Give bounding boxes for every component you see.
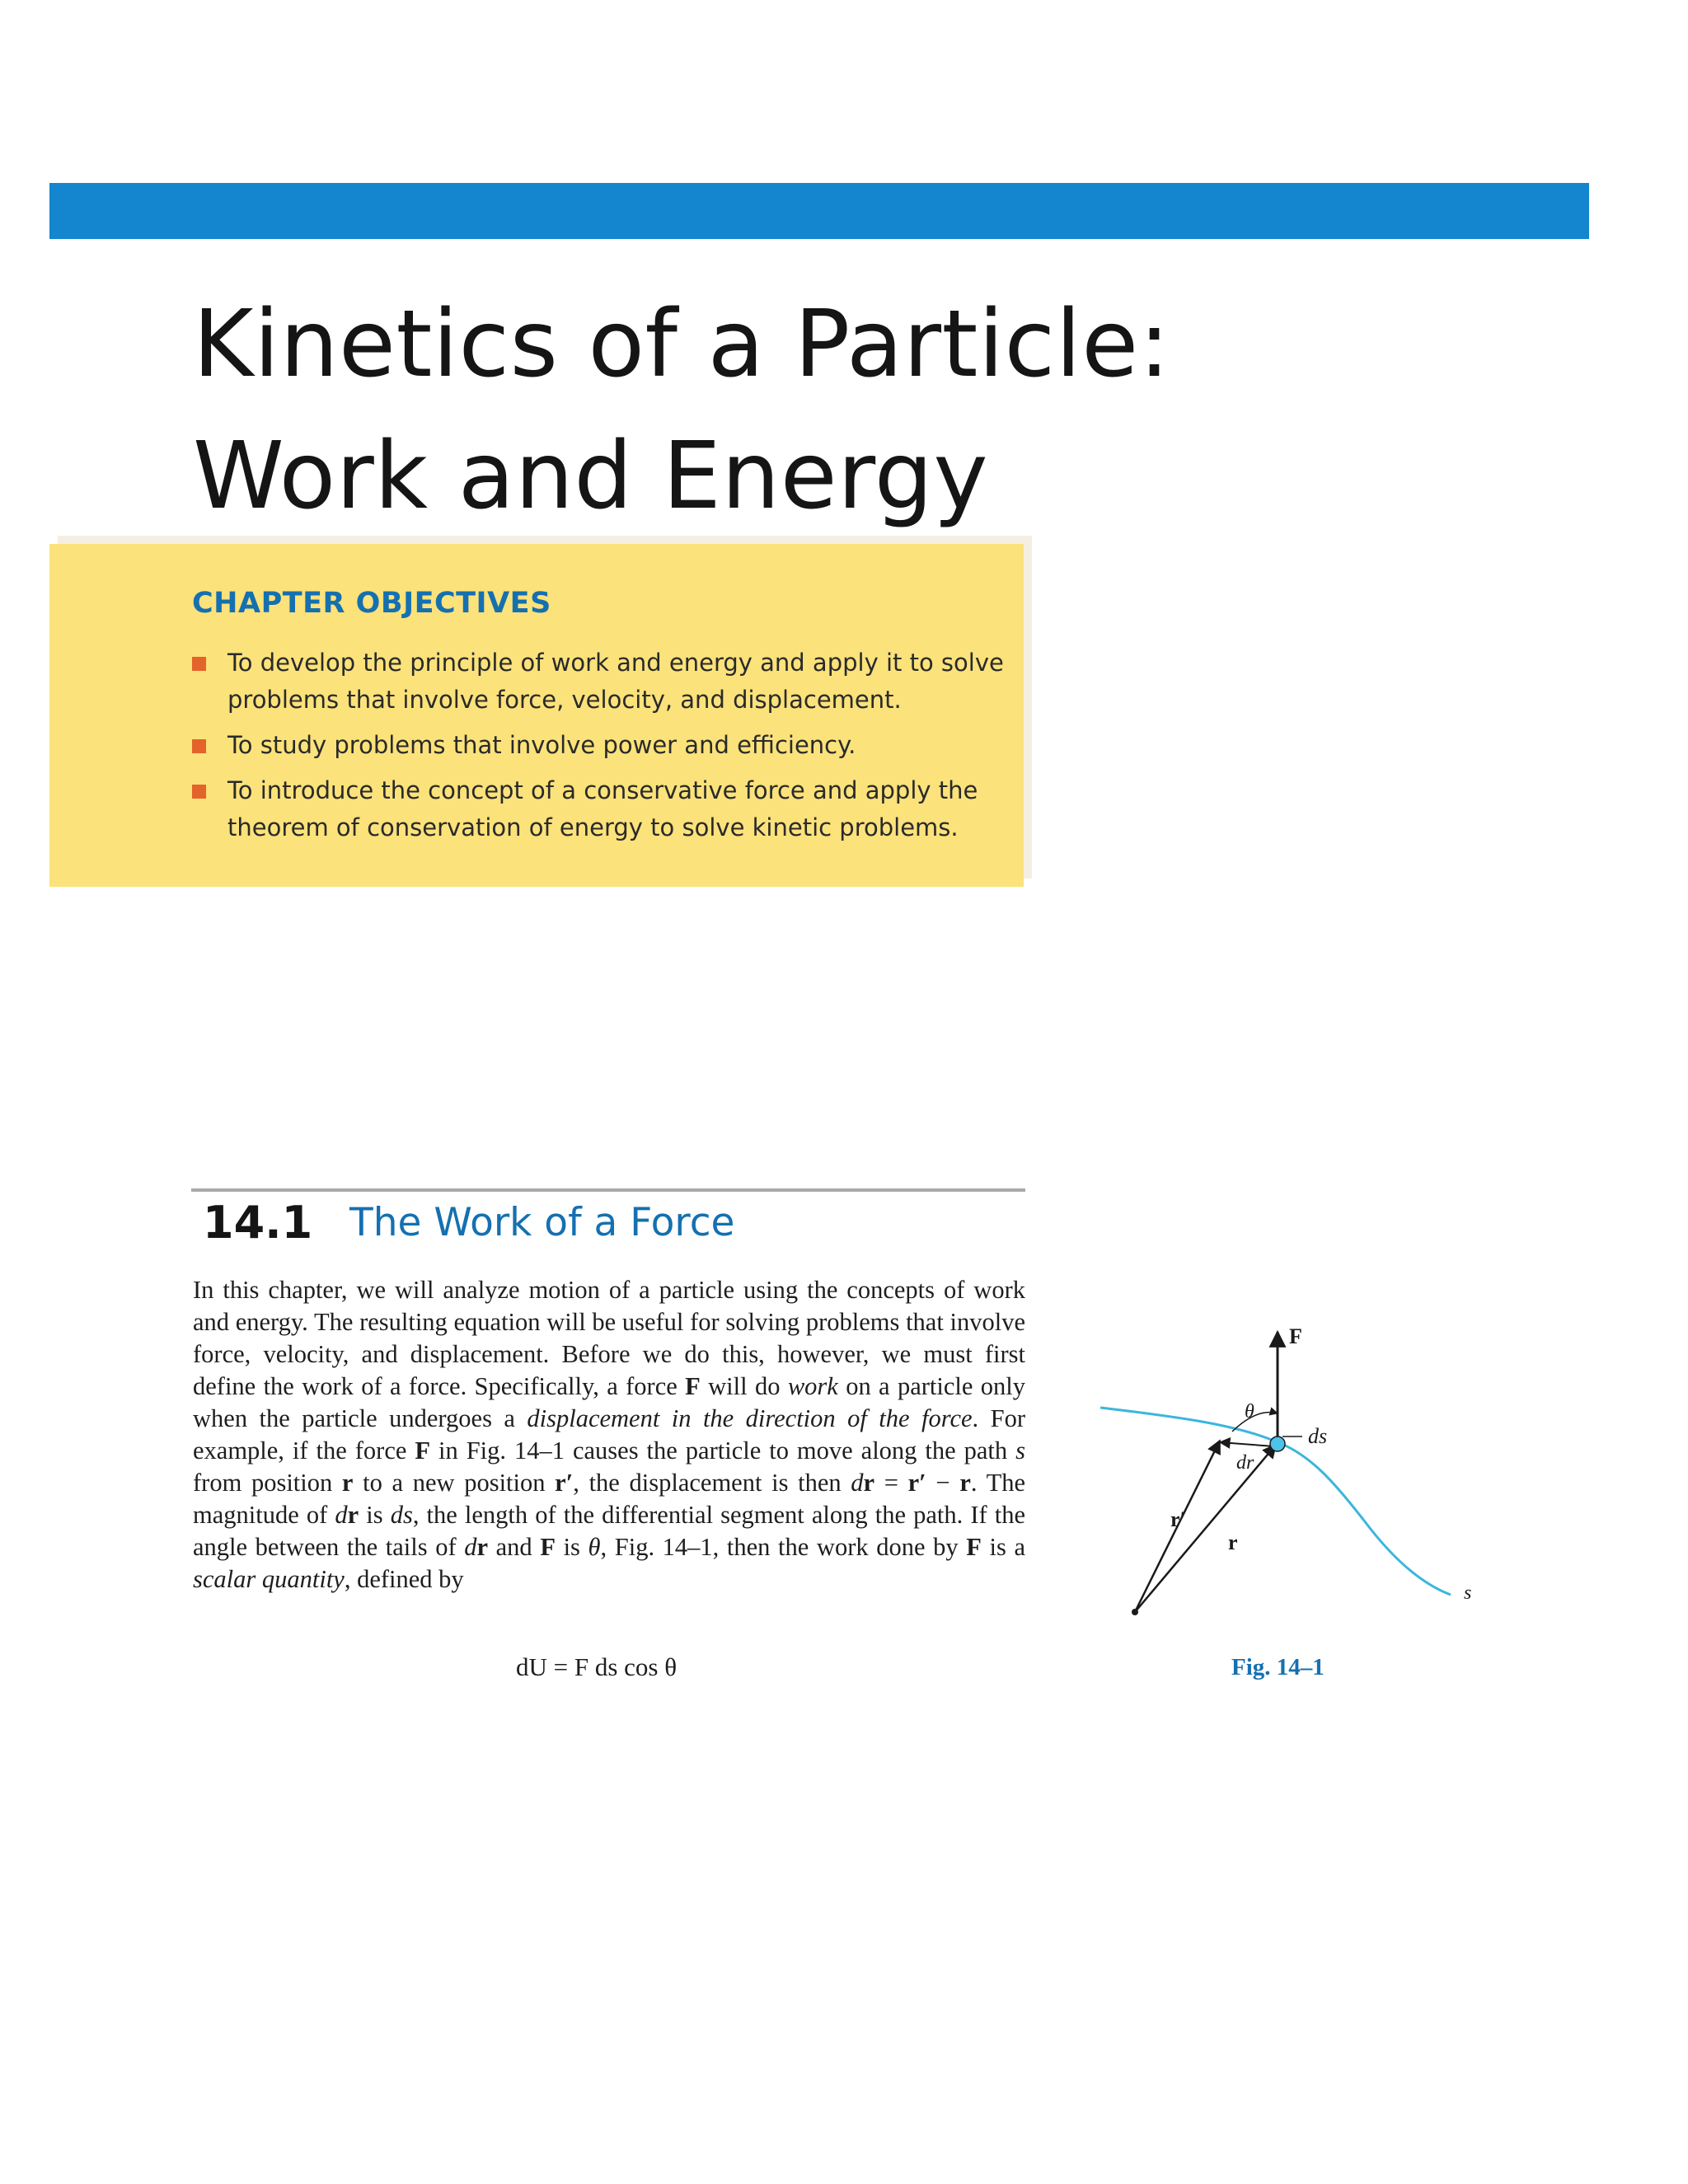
text-run: on a particle only when the particle undergoes a [193,1372,1025,1432]
emphasis-displacement: displacement in the direction of the force [527,1404,973,1432]
text-run: In this chapter, we will analyze motion of a particle using the concepts of work and energy. The resulting equation will be useful for solving problems that involve force, velocity, and displacement. Before we do this, however, we must first define the work of a force. Specifically, a force [193,1276,1025,1400]
symbol-d: d [335,1501,348,1529]
symbol-position: r [476,1533,489,1561]
text-run: and [488,1533,541,1561]
section-number: 14.1 [203,1197,313,1249]
symbol-position-prime: r′ [555,1469,574,1497]
text-run: is [555,1533,588,1561]
text-run: in Fig. 14–1 causes the particle to move along the path [430,1436,1016,1465]
chapter-banner-bar [49,183,1589,239]
symbol-position: r [347,1501,359,1529]
square-bullet-icon [192,657,206,671]
symbol-force: F [415,1436,431,1465]
symbol-d: d [464,1533,477,1561]
chapter-title [193,279,1264,542]
text-run: from position [193,1469,342,1497]
objective-text: To introduce the concept of a conservative force and apply the theorem of conservation of energy to solve kinetic problems. [227,776,978,841]
text-run: − [926,1469,960,1497]
text-run: . For example, if the force [193,1404,1025,1465]
chapter-objectives-box [49,544,1024,887]
objectives-heading: CHAPTER OBJECTIVES [192,587,551,620]
text-run: will do [700,1372,788,1400]
objectives-list [192,644,1016,855]
text-run: . The magnitude of [193,1469,1026,1529]
origin-point [1132,1609,1138,1615]
force-label: F [1289,1324,1302,1348]
section-divider [191,1188,1025,1192]
symbol-force: F [685,1372,701,1400]
text-run: , the displacement is then [573,1469,851,1497]
symbol-ds: ds [390,1501,413,1529]
symbol-theta: θ [588,1533,601,1561]
symbol-force: F [540,1533,556,1561]
objective-text: To study problems that involve power and efficiency. [227,731,856,759]
symbol-position: r [341,1469,354,1497]
chapter-title-line-1: Kinetics of a Particle: [193,291,1170,398]
text-run: , the length of the differential segment along the path. If the angle between the tails of [193,1501,1026,1561]
symbol-path: s [1015,1436,1026,1465]
theta-label: θ [1245,1401,1254,1422]
emphasis-work: work [787,1372,838,1400]
text-run: , defined by [344,1565,464,1593]
path-curve [1100,1408,1451,1595]
path-label: s [1464,1582,1472,1604]
particle [1270,1436,1285,1451]
square-bullet-icon [192,785,206,799]
r-prime-label: r′ [1170,1507,1186,1531]
emphasis-scalar-quantity: scalar quantity [193,1565,345,1593]
r-label: r [1228,1530,1238,1554]
objective-item [192,727,1016,764]
symbol-position: r [863,1469,875,1497]
chapter-title-line-2: Work and Energy [193,423,989,530]
symbol-position-prime: r′ [907,1469,926,1497]
section-title: The Work of a Force [349,1200,735,1245]
square-bullet-icon [192,739,206,753]
dr-label: dr [1236,1452,1254,1474]
symbol-d: d [851,1469,864,1497]
objective-item [192,772,1016,846]
displacement-dr-arrow [1220,1442,1274,1446]
work-of-force-figure [1071,1302,1500,1657]
objective-item [192,644,1016,719]
text-run: , Fig. 14–1, then the work done by [600,1533,967,1561]
work-equation: dU = F ds cos θ [516,1652,678,1681]
section-paragraph [193,1274,1025,1596]
figure-caption: Fig. 14–1 [1231,1654,1325,1680]
objective-text: To develop the principle of work and energy and apply it to solve problems that involve force, velocity, and displacement. [227,649,1004,714]
ds-label: ds [1308,1424,1328,1448]
text-run: to a new position [353,1469,556,1497]
symbol-position: r [959,1469,971,1497]
text-run: is a [981,1533,1025,1561]
symbol-force: F [966,1533,982,1561]
text-run: = [874,1469,908,1497]
text-run: is [359,1501,391,1529]
